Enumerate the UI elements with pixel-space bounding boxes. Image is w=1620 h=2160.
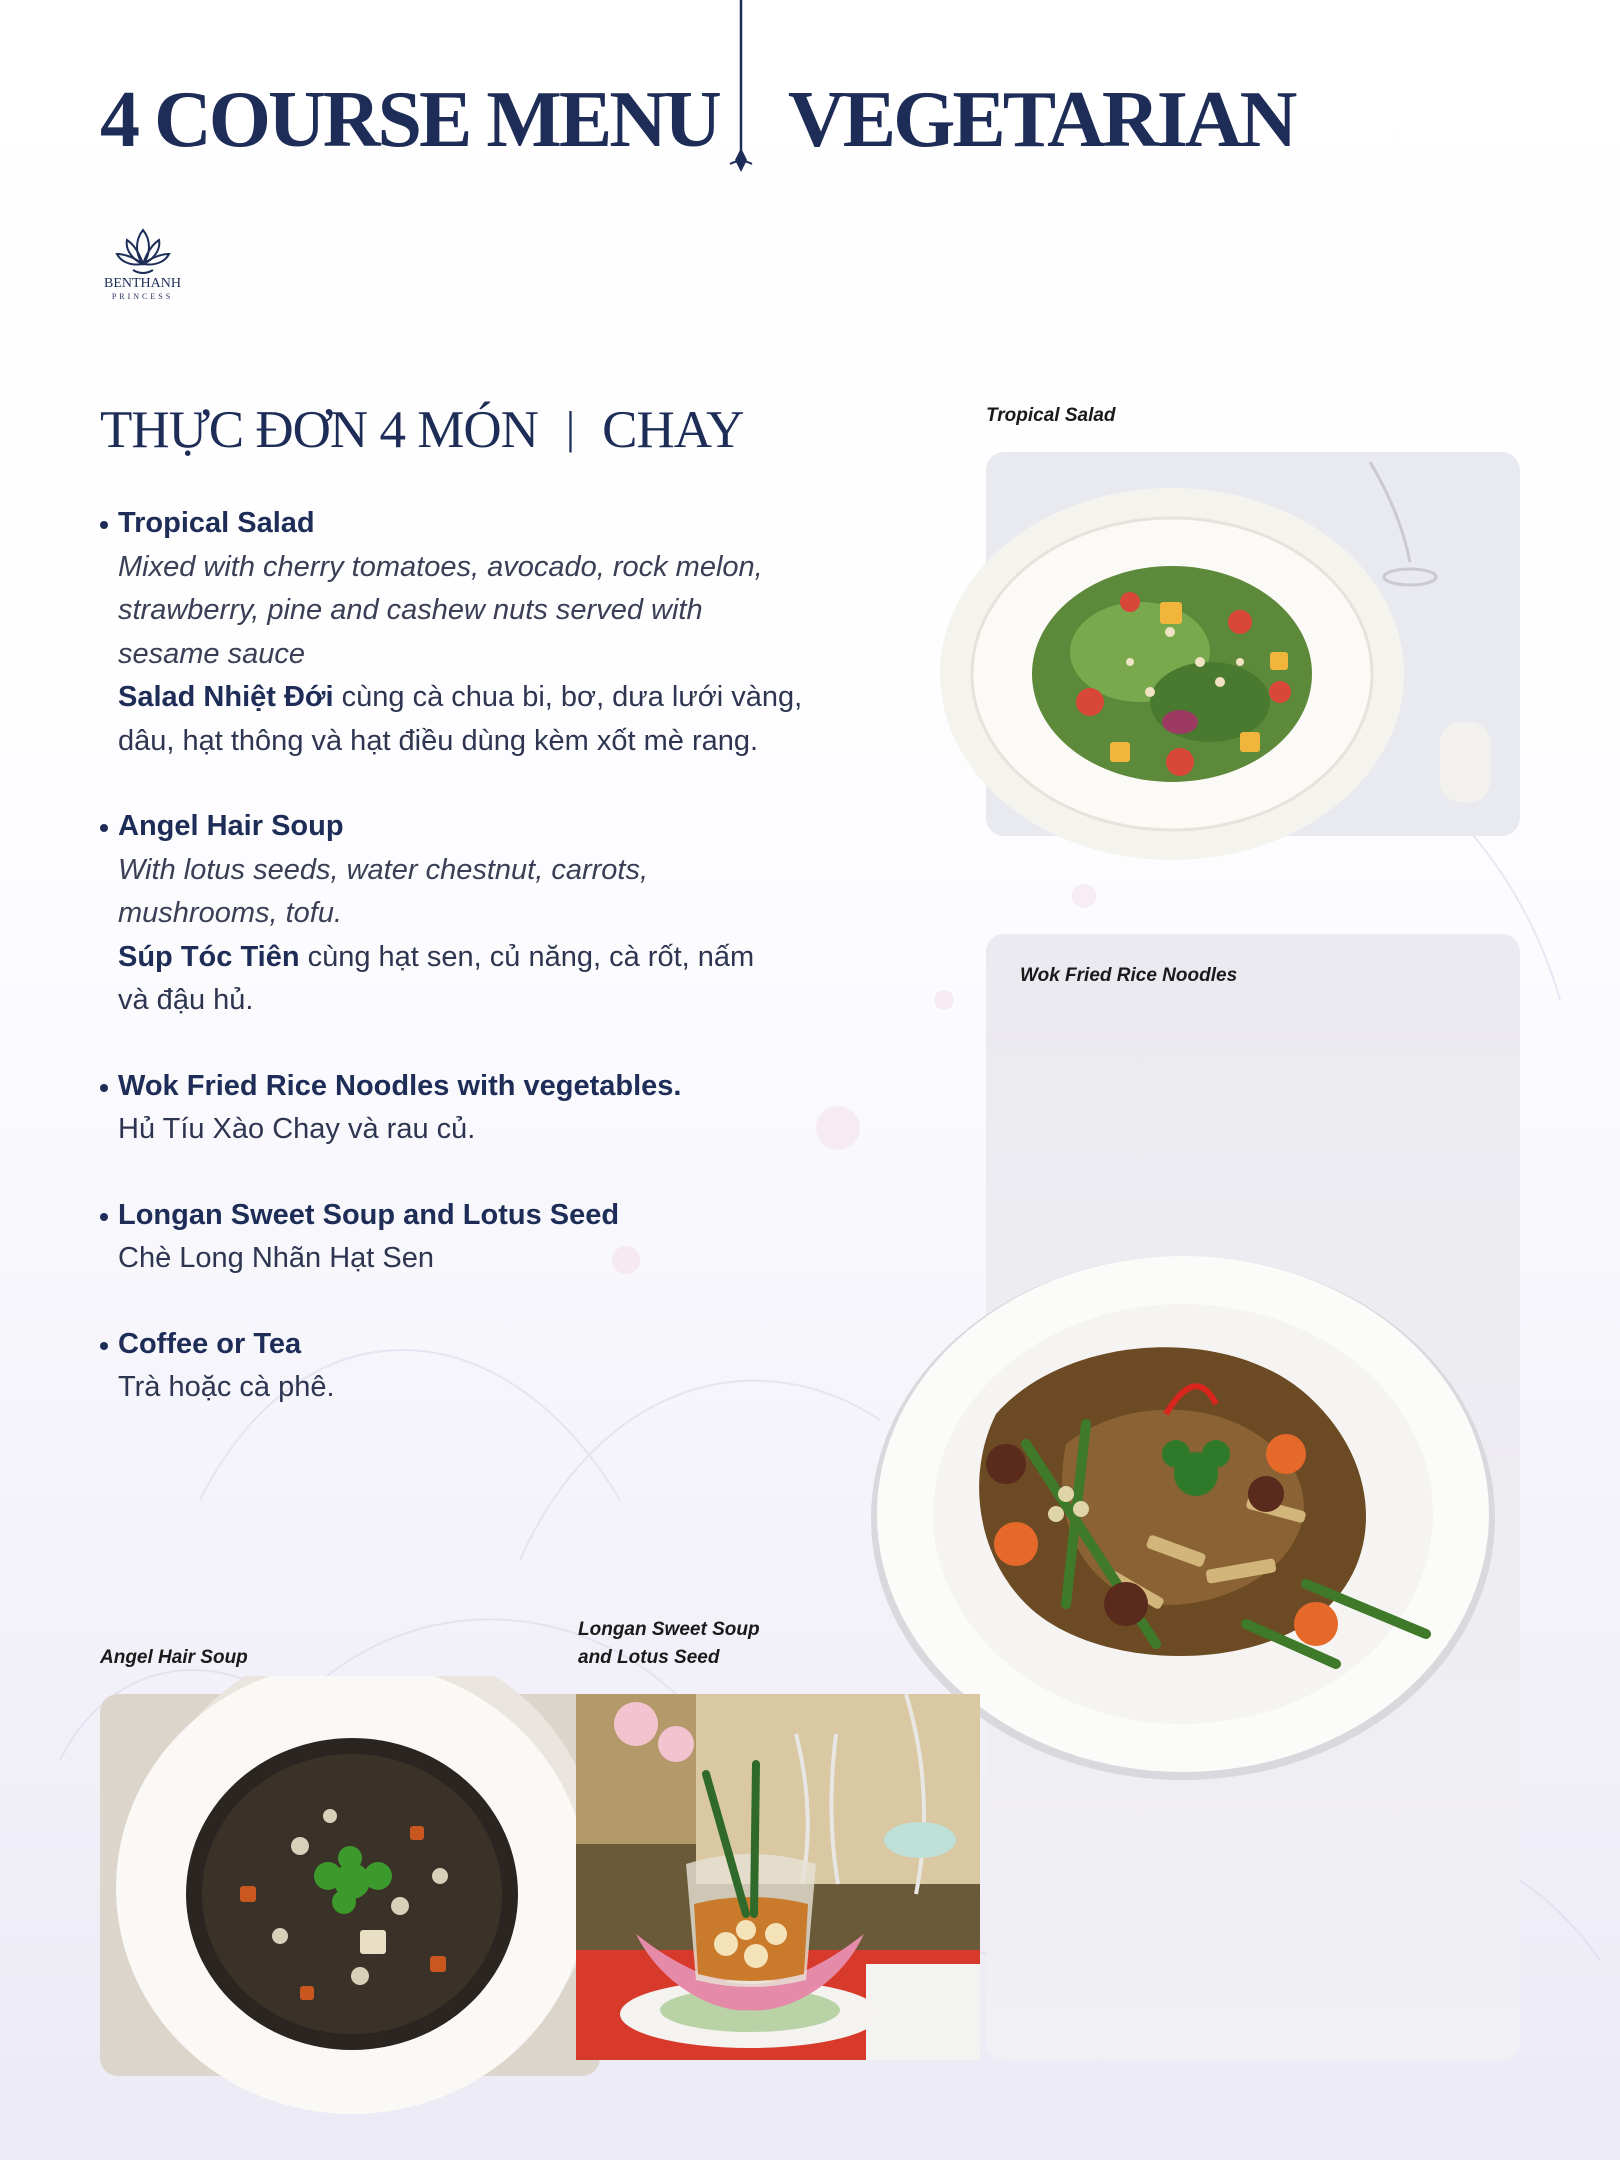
subtitle-separator: | — [565, 402, 575, 453]
brand-name: BENTHANH — [104, 276, 181, 291]
item-name-vi: Súp Tóc Tiên — [118, 940, 300, 973]
photo-angel-hair-soup — [100, 1676, 600, 2116]
item-name-en: Longan Sweet Soup and Lotus Seed — [118, 1198, 620, 1231]
item-description-vi — [118, 676, 838, 763]
item-name-en: Tropical Salad — [118, 507, 315, 539]
menu-subtitle — [100, 400, 743, 460]
menu-item-coffee-or-tea — [100, 1323, 860, 1410]
brand-sub: PRINCESS — [111, 292, 174, 301]
menu-item-wok-fried-noodles — [100, 1065, 860, 1152]
item-name-en: Wok Fried Rice Noodles with vegetables. — [118, 1069, 682, 1102]
brand-logo — [95, 226, 190, 310]
item-name-vi: Salad Nhiệt Đới — [118, 681, 334, 713]
page-title-right: VEGETARIAN — [788, 76, 1295, 164]
caption-angel-hair: Angel Hair Soup — [100, 1647, 248, 1668]
caption-longan-line1: Longan Sweet Soup — [578, 1619, 760, 1640]
menu-item-angel-hair-soup — [100, 805, 860, 1023]
menu-list — [100, 502, 860, 1452]
item-vi: Hủ Tíu Xào Chay và rau củ. — [118, 1113, 476, 1145]
item-vi-text: cùng cà chua bi, bơ, dưa lưới vàng, dâu, hạt thông và hạt điều dùng kèm xốt mè rang. — [118, 681, 803, 757]
item-description-vi — [118, 936, 778, 1023]
item-description-en: Mixed with cherry tomatoes, avocado, rock melon, strawberry, pine and cashew nuts served with sesame sauce — [118, 550, 763, 670]
subtitle-left: THỰC ĐƠN 4 MÓN — [100, 401, 538, 459]
caption-longan — [578, 1616, 760, 1672]
menu-item-longan-sweet-soup — [100, 1194, 860, 1281]
item-name-en: Coffee or Tea — [118, 1327, 302, 1360]
photo-tropical-salad — [940, 452, 1520, 860]
caption-wok-fried: Wok Fried Rice Noodles — [1020, 965, 1238, 986]
menu-item-tropical-salad — [100, 502, 860, 763]
lotus-logo-icon — [115, 226, 171, 278]
subtitle-right: CHAY — [602, 401, 744, 459]
item-vi: Trà hoặc cà phê. — [118, 1371, 335, 1403]
item-name-en: Angel Hair Soup — [118, 810, 344, 842]
caption-tropical-salad: Tropical Salad — [986, 405, 1116, 426]
item-description-en: With lotus seeds, water chestnut, carrots, mushrooms, tofu. — [118, 853, 649, 929]
item-vi: Chè Long Nhãn Hạt Sen — [118, 1242, 434, 1274]
item-vi-text: cùng hạt sen, củ năng, cà rốt, nấm và đậu hủ. — [118, 940, 755, 1016]
divider-ornament-icon — [726, 0, 756, 180]
photo-longan-sweet-soup — [576, 1694, 980, 2060]
page-title-left: 4 COURSE MENU — [100, 76, 719, 164]
caption-longan-line2: and Lotus Seed — [578, 1647, 720, 1668]
